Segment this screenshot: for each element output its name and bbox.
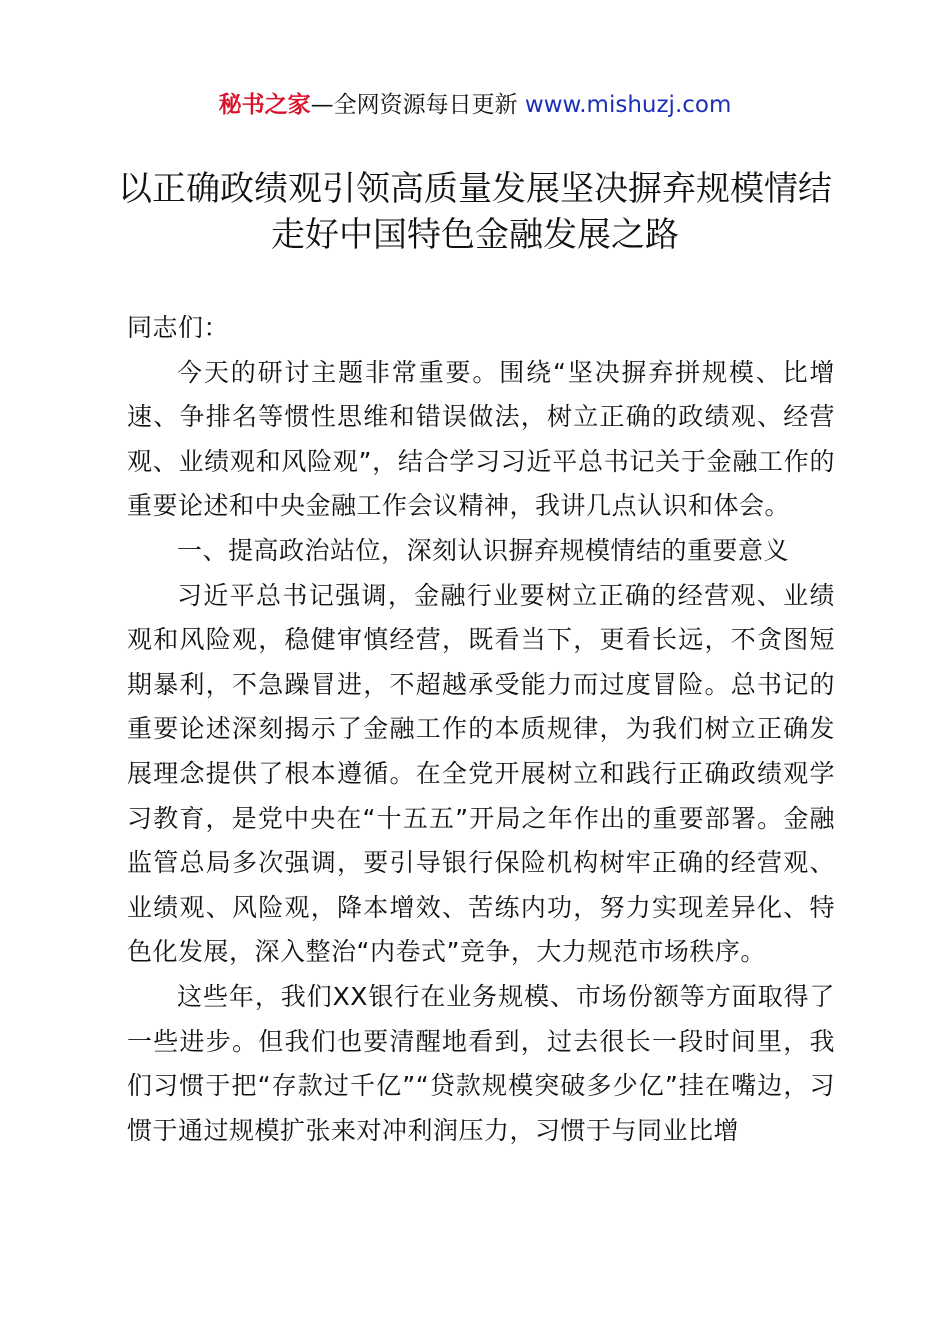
- section-heading: 一、提高政治站位，深刻认识摒弃规模情结的重要意义: [177, 535, 790, 565]
- site-url-link[interactable]: www.mishuzj.com: [524, 92, 732, 118]
- site-brand: 秘书之家: [218, 92, 311, 118]
- site-tagline: —全网资源每日更新: [310, 92, 525, 118]
- document-title: 以正确政绩观引领高质量发展坚决摒弃规模情结走好中国特色金融发展之路: [118, 169, 832, 255]
- paragraph-body: 习近平总书记强调，金融行业要树立正确的经营观、业绩观和风险观，稳健审慎经营，既看当下，更看长远，不贪图短期暴利，不急躁冒进，不超越承受能力而过度冒险。总书记的重要论述深刻揭示了金融工作的本质规律，为我们树立正确发展理念提供了根本遵循。在全党开展树立和践行正确政绩观学习教育，是党中央在“十五五”开局之年作出的重要部署。金融监管总局多次强调，要引导银行保险机构树牢正确的经营观、业绩观、风险观，降本增效、苦练内功，努力实现差异化、特色化发展，深入整治“内卷式”竞争，大力规范市场秩序。: [127, 580, 835, 967]
- document-body: [127, 306, 835, 1153]
- salutation: 同志们：: [127, 313, 230, 342]
- site-header: [0, 88, 950, 122]
- paragraph-intro: 今天的研讨主题非常重要。围绕“坚决摒弃拼规模、比增速、争排名等惯性思维和错误做法，树立正确的政绩观、经营观、业绩观和风险观”，结合学习习近平总书记关于金融工作的重要论述和中央金融工作会议精神，我讲几点认识和体会。: [127, 357, 835, 521]
- paragraph-body: 这些年，我们XX银行在业务规模、市场份额等方面取得了一些进步。但我们也要清醒地看到，过去很长一段时间里，我们习惯于把“存款过千亿”“贷款规模突破多少亿”挂在嘴边，习惯于通过规模扩张来对冲利润压力，习惯于与同业比增: [127, 981, 835, 1145]
